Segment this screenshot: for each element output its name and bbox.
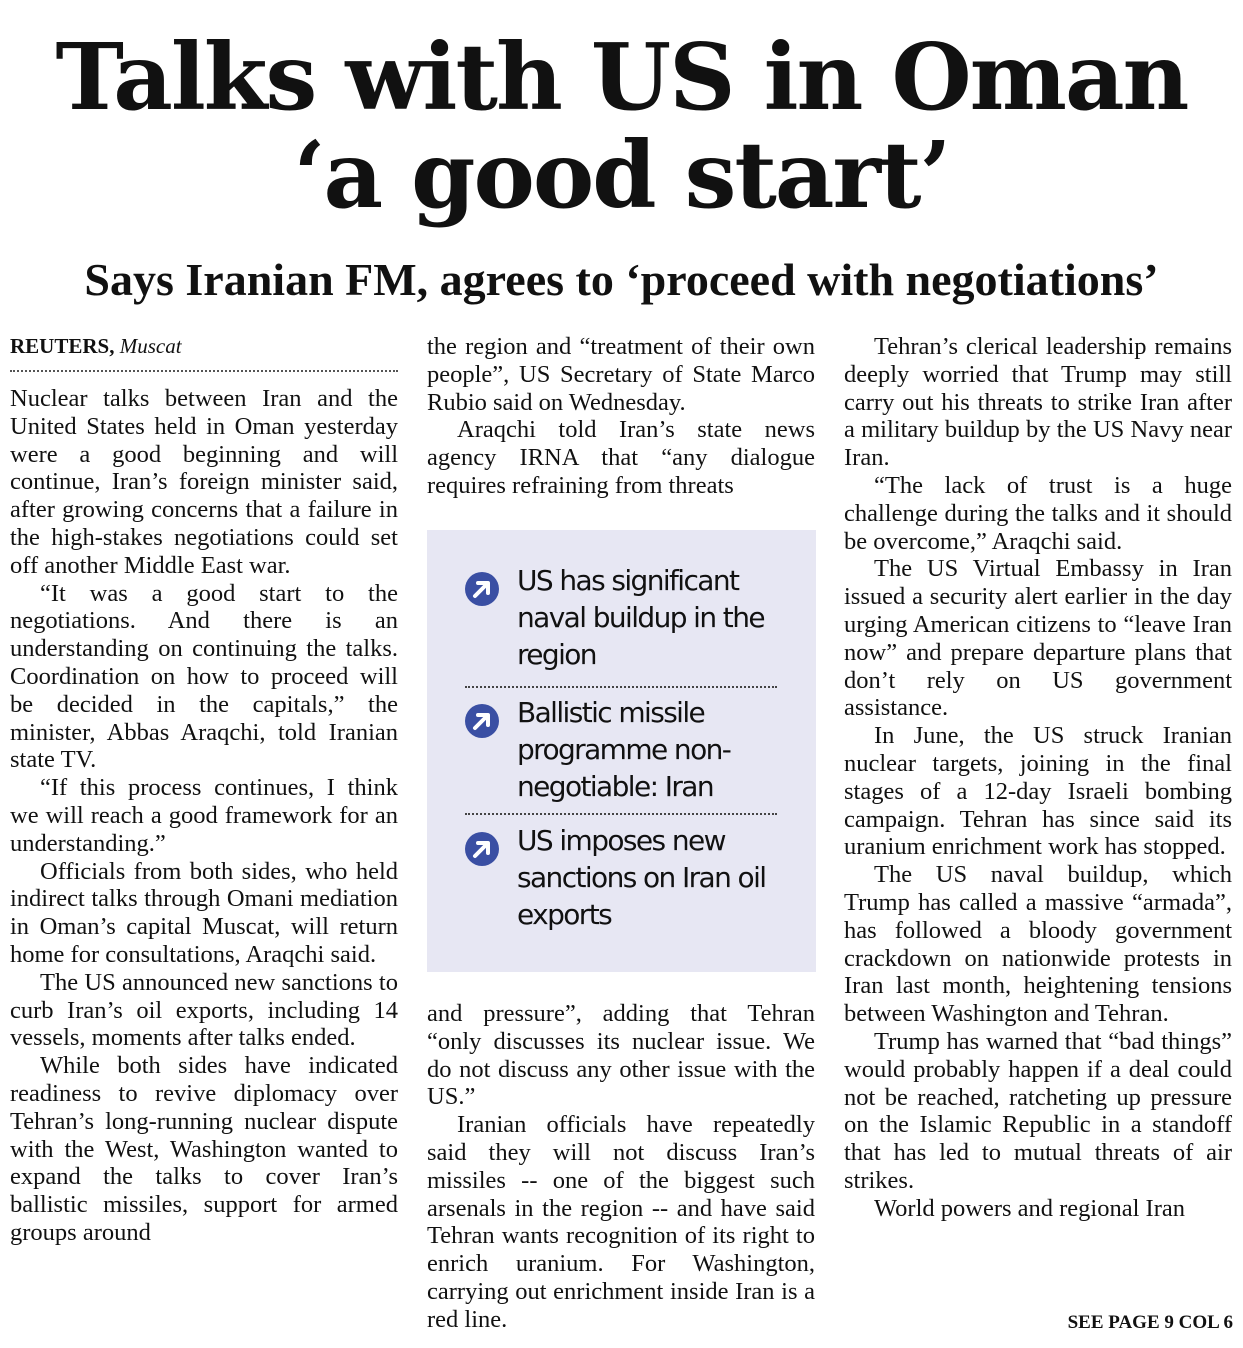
arrow-up-right-icon [465, 704, 499, 738]
article-column-1 [10, 385, 398, 1335]
highlight-text: Ballistic missile programme non-negotiable: Iran [517, 696, 731, 803]
paragraph: and pressure”, adding that Tehran “only discusses its nuclear issue. We do not discuss any other issue with the US.” [427, 1000, 815, 1111]
headline-line-1: Talks with US in Oman [55, 23, 1188, 131]
highlight-text: US has significant naval buildup in the region [517, 564, 764, 671]
byline-divider [10, 370, 398, 372]
paragraph: The US naval buildup, which Trump has called a massive “armada”, has followed a bloody government crackdown on nationwide protests in Iran last month, heightening tensions between Washington and Tehran. [844, 861, 1232, 1028]
paragraph: While both sides have indicated readiness to revive diplomacy over Tehran’s long-running nuclear dispute with the West, Washington wanted to expand the talks to cover Iran’s ballistic missiles, support for armed groups around [10, 1052, 398, 1246]
headline [0, 23, 1243, 229]
paragraph: Officials from both sides, who held indirect talks through Omani mediation in Oman’s capital Muscat, will return home for consultations, Araqchi said. [10, 857, 398, 968]
paragraph: “It was a good start to the negotiations. And there is an understanding on continuing the talks. Coordination on how to proceed will be decided in the capitals,” the minister, Abbas Araqchi, told Iranian state TV. [10, 579, 398, 774]
byline-agency: REUTERS, [10, 334, 115, 358]
continued-jump-line: SEE PAGE 9 COL 6 [1067, 1312, 1233, 1333]
subheadline: Says Iranian FM, agrees to ‘proceed with negotiations’ [84, 254, 1159, 305]
arrow-up-right-icon [465, 572, 499, 606]
article-column-3 [844, 333, 1232, 1308]
paragraph: Araqchi told Iran’s state news agency IRNA that “any dialogue requires refraining from threats [427, 416, 815, 499]
paragraph: The US announced new sanctions to curb Iran’s oil exports, including 14 vessels, moments after talks ended. [10, 968, 398, 1052]
highlight-text: US imposes new sanctions on Iran oil exports [517, 824, 766, 931]
article-column-2-top [427, 333, 815, 503]
paragraph: In June, the US struck Iranian nuclear targets, joining in the final stages of a 12-day Israeli bombing campaign. Tehran has since said its uranium enrichment work has stopped. [844, 722, 1232, 861]
paragraph: Nuclear talks between Iran and the United States held in Oman yesterday were a good beginning and will continue, Iran’s foreign minister said, after growing concerns that a failure in the high-stakes negotiations could set off another Middle East war. [10, 385, 398, 579]
highlight-divider [465, 686, 777, 688]
byline [10, 332, 398, 360]
paragraph: “If this process continues, I think we will reach a good framework for an understanding.” [10, 774, 398, 857]
paragraph: Tehran’s clerical leadership remains deeply worried that Trump may still carry out his threats to strike Iran after a military buildup by the US Navy near Iran. [844, 333, 1232, 472]
highlight-divider [465, 813, 777, 815]
arrow-up-right-icon [465, 832, 499, 866]
headline-line-2: ‘a good start’ [293, 121, 950, 229]
paragraph: Iranian officials have repeatedly said they will not discuss Iran’s missiles -- one of the biggest such arsenals in the region -- and have said Tehran wants recognition of its right to enrich uranium. For Washington, carrying out enrichment inside Iran is a red line. [427, 1111, 815, 1333]
paragraph: World powers and regional Iran [874, 1194, 1185, 1222]
highlights-box [427, 530, 816, 972]
byline-place: Muscat [119, 334, 182, 358]
paragraph: The US Virtual Embassy in Iran issued a security alert earlier in the day urging American citizens to “leave Iran now” and prepare departure plans that don’t rely on US government assistance. [844, 555, 1232, 722]
paragraph: Trump has warned that “bad things” would probably happen if a deal could not be reached, ratcheting up pressure on the Islamic Republic in a standoff that has led to mutual threats of air strikes. [844, 1027, 1232, 1194]
paragraph: “The lack of trust is a huge challenge during the talks and it should be overcome,” Araqchi said. [844, 471, 1232, 555]
paragraph: the region and “treatment of their own people”, US Secretary of State Marco Rubio said on Wednesday. [427, 333, 815, 416]
article-column-2-bottom [427, 1000, 815, 1335]
